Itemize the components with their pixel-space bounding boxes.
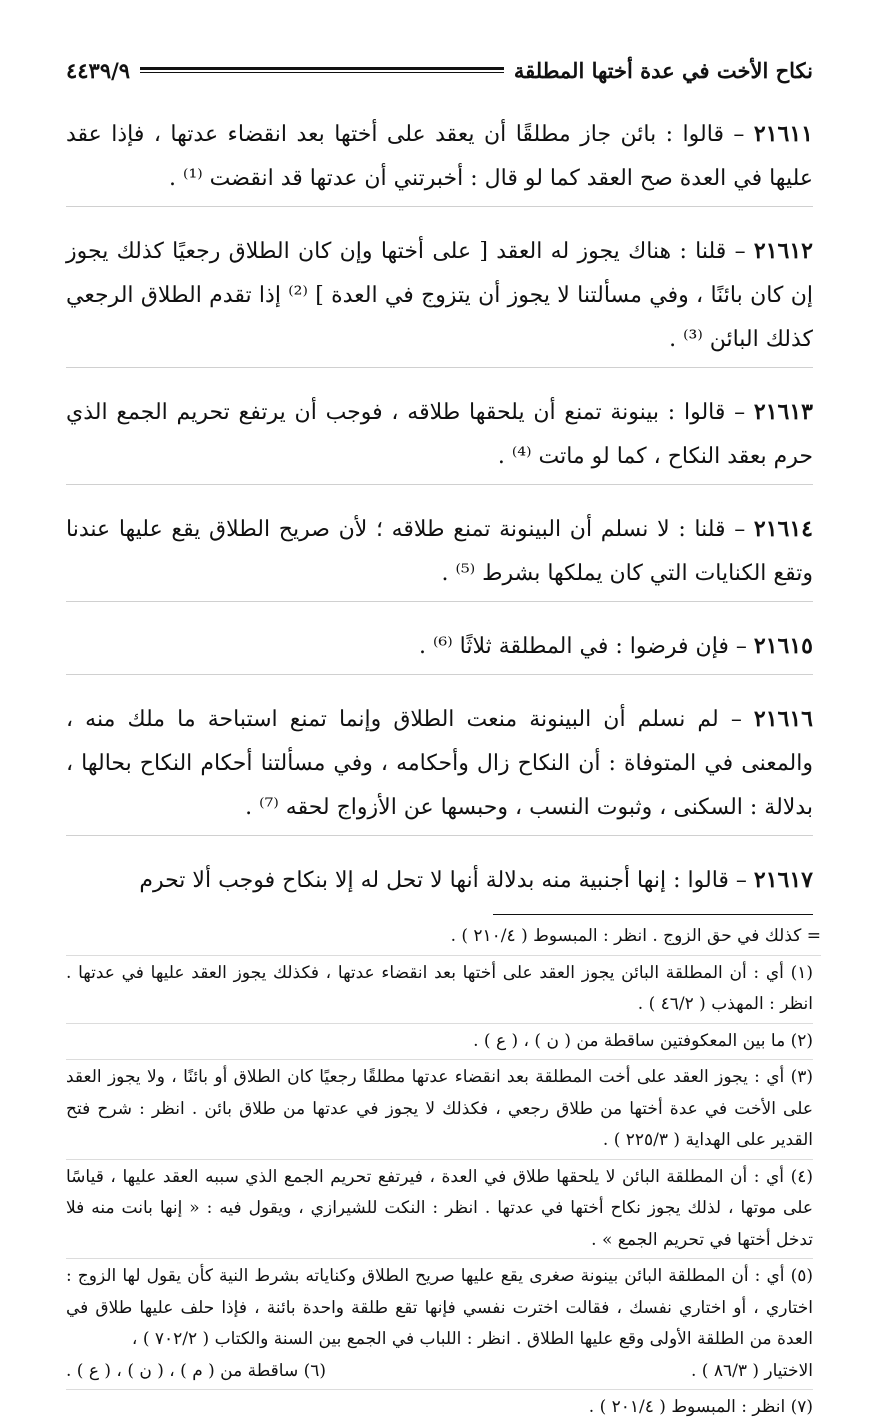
paragraph-21617 [66,858,813,908]
paragraph-21613 [66,390,813,485]
paragraph-number: ٢١٦١٣ [753,399,813,425]
paragraph-21611 [66,112,813,207]
footnote-2: (٢) ما بين المعكوفتين ساقطة من ( ن ) ، ( ع ) . [66,1026,813,1061]
paragraph-text: – فإن فرضوا : في المطلقة ثلاثًا ⁽⁶⁾ . [419,634,754,659]
paragraph-number: ٢١٦١٤ [753,516,813,542]
paragraph-text: – قلنا : هناك يجوز له العقد [ على أختها وإن كان الطلاق رجعيًا كذلك يجوز إن كان بائنًا ، وفي مسألتنا لا يجوز أن يتزوج في العدة ] ⁽²⁾ إذا تقدم الطلاق الرجعي كذلك البائن ⁽³⁾ . [66,239,813,352]
footnote-4: (٤) أي : أن المطلقة البائن لا يلحقها طلاق في العدة ، فيرتفع تحريم الجمع الذي سببه العقد عليها ، قياسًا على موتها ، لذلك يجوز نكاح أختها في عدتها . انظر : النكت للشيرازي ، ويقول فيه : « إنها بانت منه فلا تدخل أختها في تحريم الجمع » . [66,1162,813,1260]
footnotes [66,921,821,1426]
footnote-5-end: الاختيار ( ٨٦/٣ ) . [691,1360,813,1381]
footnote-6: (٦) ساقطة من ( م ) ، ( ن ) ، ( ع ) . [66,1360,327,1381]
paragraph-text: – لم نسلم أن البينونة منعت الطلاق وإنما تمنع استباحة ما ملك منه ، والمعنى في المتوفاة : أن النكاح زال وأحكامه ، وفي مسألتنا أحكام النكاح بحالها ، بدلالة : السكنى ، وثبوت النسب ، وحبسها عن الأزواج لحقه ⁽⁷⁾ . [66,707,813,820]
footnote-5-text: (٥) أي : أن المطلقة البائن بينونة صغرى يقع عليها صريح الطلاق وكناياته بشرط النية كأن يقول لها الزوج : اختاري ، أو اختاري نفسك ، فقالت اخترت نفسي فإنها تقع طلقة واحدة بائنة ، فإذا حلف عليها طلاق في العدة من الطلقة الأولى وقع عليها الطلاق . انظر : اللباب في الجمع بين السنة والكتاب ( ٧٠٢/٢ ) ، [66,1266,813,1349]
paragraph-21616 [66,697,813,836]
header-rule [140,67,504,73]
running-header [66,50,813,90]
footnote-separator [493,914,813,915]
paragraph-text: – قالوا : إنها أجنبية منه بدلالة أنها لا تحل له إلا بنكاح فوجب ألا تحرم [139,868,754,893]
page-number: ٤٤٣٩/٩ [66,57,131,83]
footnote-continuation: = كذلك في حق الزوج . انظر : المبسوط ( ٢١٠/٤ ) . [66,921,821,956]
footnote-3: (٣) أي : يجوز العقد على أخت المطلقة بعد انقضاء عدتها مطلقًا رجعيًا كان الطلاق أو بائنًا ، ولا يجوز العقد على الأخت في عدة أختها من طلاق رجعي ، فكذلك لا يجوز في عدتها من طلاق بائن . انظر : شرح فتح القدير على الهداية ( ٢٢٥/٣ ) . [66,1062,813,1160]
paragraph-21612 [66,229,813,368]
paragraph-number: ٢١٦١٦ [753,706,813,732]
paragraph-number: ٢١٦١٢ [753,238,813,264]
footnote-1: (١) أي : أن المطلقة البائن يجوز العقد على أختها بعد انقضاء عدتها ، فكذلك يجوز العقد عليها في عدتها . انظر : المهذب ( ٤٦/٢ ) . [66,958,813,1024]
paragraph-number: ٢١٦١٧ [753,867,813,893]
footnote-row [66,1356,813,1388]
paragraph-21615 [66,624,813,675]
paragraph-number: ٢١٦١١ [753,121,813,147]
paragraph-number: ٢١٦١٥ [753,633,813,659]
paragraph-text: – قالوا : بائن جاز مطلقًا أن يعقد على أختها بعد انقضاء عدتها ، فإذا عقد عليها في العدة صح العقد كما لو قال : أخبرتني أن عدتها قد انقضت ⁽¹⁾ . [66,122,813,191]
paragraph-21614 [66,507,813,602]
footnote-5 [66,1261,813,1390]
running-title: نكاح الأخت في عدة أختها المطلقة [513,57,813,83]
paragraph-text: – قالوا : بينونة تمنع أن يلحقها طلاقه ، فوجب أن يرتفع تحريم الجمع الذي حرم بعقد النكاح ، كما لو ماتت ⁽⁴⁾ . [66,400,813,469]
paragraph-text: – قلنا : لا نسلم أن البينونة تمنع طلاقه ؛ لأن صريح الطلاق يقع عليها عندنا وتقع الكنايات التي كان يملكها بشرط ⁽⁵⁾ . [66,517,813,586]
footnote-7: (٧) انظر : المبسوط ( ٢٠١/٤ ) . [588,1397,813,1417]
main-text [66,112,813,908]
